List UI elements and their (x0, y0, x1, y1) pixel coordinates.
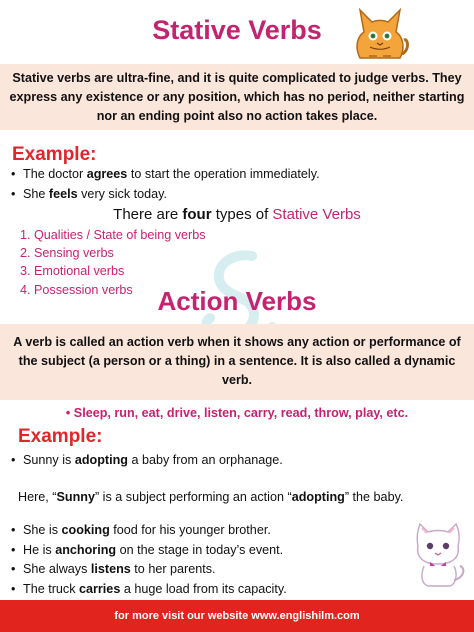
action-verb-list: • Sleep, run, eat, drive, listen, carry, read, throw, play, etc. (65, 406, 409, 420)
action-example-heading: Example: (18, 426, 103, 447)
types-term: Stative Verbs (272, 206, 361, 223)
stative-definition-box (0, 64, 474, 130)
list-item: • He is anchoring on the stage in today’s event. (10, 541, 287, 561)
action-first-example (10, 451, 283, 471)
footer-link[interactable]: for more visit our website www.englishilm.com (114, 610, 360, 622)
list-item: • She always listens to her parents. (10, 560, 287, 580)
list-item: • She is cooking food for his younger brother. (10, 521, 287, 541)
verb-highlight: listens (90, 562, 131, 576)
list-item: 3. Emotional verbs (20, 264, 125, 279)
action-definition: A verb is called an action verb when it shows any action or performance of the subject (a person or a thing) in a sentence. It is also called a dynamic verb. (13, 335, 461, 387)
list-item: • The doctor agrees to start the operation immediately. (10, 165, 320, 185)
footer-bar (0, 600, 474, 632)
verb-highlight: adopting (74, 453, 128, 467)
list-item: • She feels very sick today. (10, 185, 320, 205)
types-count: four (182, 206, 212, 223)
action-example-list (10, 521, 287, 599)
subject-highlight: Sunny (56, 490, 95, 504)
action-explanation: Here, “Sunny” is a subject performing an action “adopting” the baby. (18, 490, 404, 504)
types-intro: There are four types of Stative Verbs (113, 206, 361, 223)
verb-highlight: carries (79, 581, 121, 596)
verb-highlight: anchoring (55, 542, 117, 557)
verb-highlight: agrees (86, 167, 128, 181)
list-item: 4. Possession verbs (20, 282, 133, 297)
stative-example-heading: Example: (12, 144, 97, 165)
list-item: • Sunny is adopting a baby from an orphanage. (10, 451, 283, 471)
stative-title: Stative Verbs (152, 15, 322, 45)
white-kitten-icon (410, 516, 468, 590)
action-definition-box (0, 324, 474, 400)
verb-highlight: adopting (291, 490, 345, 504)
verb-highlight: feels (48, 186, 78, 201)
action-title: Action Verbs (157, 286, 317, 316)
stative-example-list (10, 165, 320, 204)
stative-definition: Stative verbs are ultra-fine, and it is quite complicated to judge verbs. They express any existence or any position, which has no period, neither starting nor an ending point also no action takes place. (9, 71, 465, 123)
list-item: 2. Sensing verbs (20, 246, 114, 261)
list-item: • The truck carries a huge load from its capacity. (10, 580, 287, 600)
list-item: 1. Qualities / State of being verbs (20, 228, 206, 242)
verb-highlight: cooking (61, 523, 110, 537)
